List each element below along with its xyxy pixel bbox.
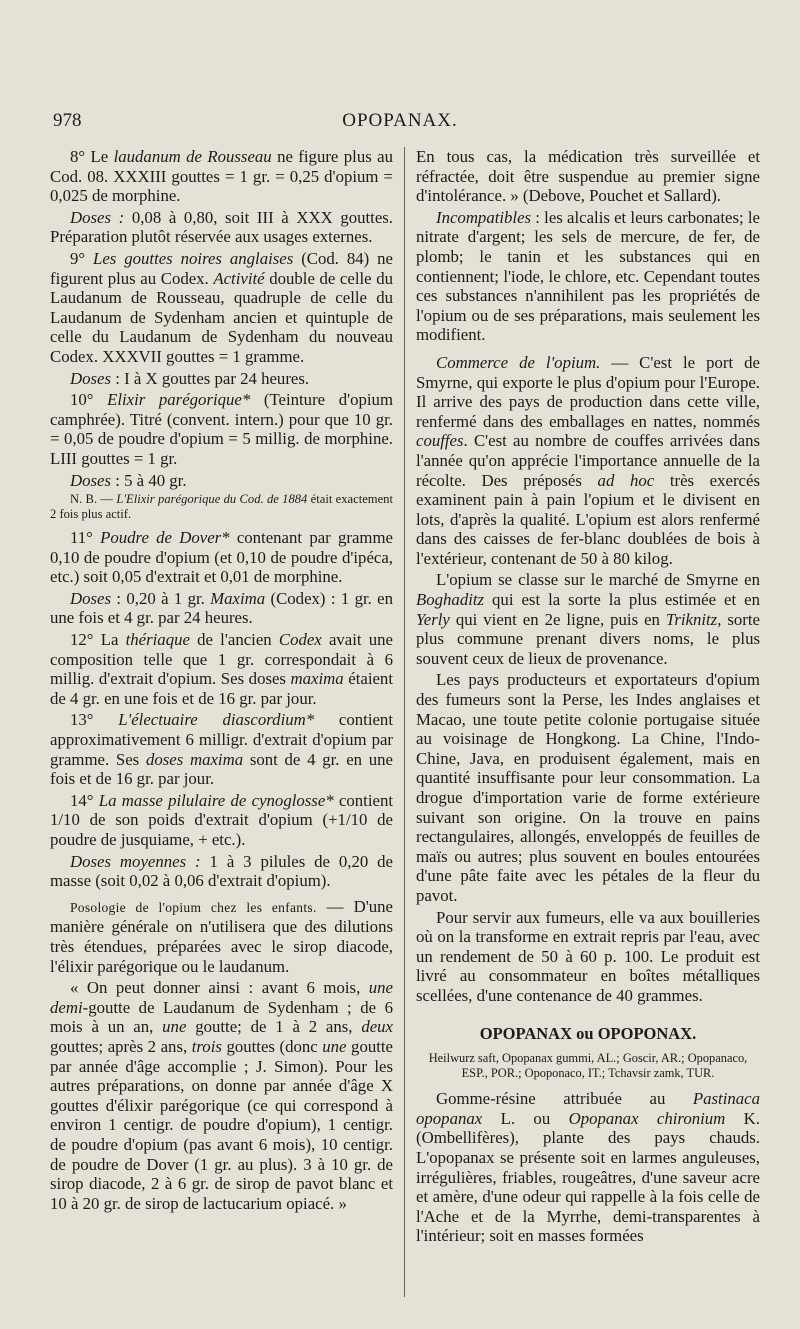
paragraph-classification: L'opium se classe sur le marché de Smyrne en Boghaditz qui est la sorte la plus estimée et en Yerly qui vient en 2e ligne, puis en Triknitz, sorte plus commune prenant divers noms, le plus souvent ceux de lieux de provenance. [416,570,760,668]
paragraph-gomme-resine: Gomme-résine attribuée au Pastinaca opopanax L. ou Opopanax chironium K. (Ombellifères), plante des pays chauds. L'opopanax se présente soit en larmes anguleuses, irrégulières, friables, rougeâtres, d'une saveur acre et amère, d'une odeur qui rappelle à la fois celle de l'Ache et de la Myrrhe, demi-transparentes à l'intérieur; soit en masses formées [416,1089,760,1246]
paragraph-laudanum-rousseau: 8° Le laudanum de Rousseau ne figure plus au Cod. 08. XXXIII gouttes = 1 gr. = 0,25 d'opium = 0,025 de morphine. [50,147,393,206]
paragraph-poudre-dover: 11° Poudre de Dover* contenant par gramme 0,10 de poudre d'opium (et 0,10 de poudre d'ipéca, etc.) soit 0,05 d'extrait et 0,01 de morphine. [50,528,393,587]
paragraph-doses-moyennes: Doses moyennes : 1 à 3 pilules de 0,20 de masse (soit 0,02 à 0,06 d'extrait d'opium). [50,851,394,891]
paragraph-commerce: Commerce de l'opium. — C'est le port de Smyrne, qui exporte le plus d'opium pour l'Europe. Il arrive des pays de production dans cette ville, renfermé dans des emballages en nattes, nommés couffes. C'est au nombre de couffes arrivées dans l'année qu'on apprécie l'importance annuelle de la récolte. Des préposés ad hoc très exercés examinent pain à pain l'opium et le divisent en lots, d'après la qualité. L'opium est alors renfermé dans des caisses de fer-blanc doublées de bois à l'extérieur, contenant de 50 à 80 kilog. [416,352,760,568]
running-head: OPOPANAX. [342,110,458,131]
paragraph-pays-producteurs: Les pays producteurs et exportateurs d'opium des fumeurs sont la Perse, les Indes anglaises et Macao, une toute petite colonie portugaise située au voisinage de Hongkong. La Chine, l'Indo-Chine, Java, en produisent également, mais en quantité insuffisante pour leur consommation. La drogue d'importation varie de forme extérieure suivant son origine. On la trouve en pains rectangulaires, allongés, enveloppés de feuilles de maïs ou autres; plus souvent en boules entourées d'une pâte faite avec les pétales de la fleur du pavot. [416,670,760,905]
paragraph-gouttes-noires: 9° Les gouttes noires anglaises (Cod. 84) ne figurent plus au Codex. Activité double de celle du Laudanum de Rousseau, quadruple de celle du Laudanum de Sydenham ancien et quintuple de celle du Laudanum de Sydenham du nouveau Codex. XXXVII gouttes = 1 gramme. [50,248,393,366]
paragraph-diascordium: 13° L'électuaire diascordium* contient approximativement 6 milligr. d'extrait d'opium par gramme. Ses doses maxima sont de 4 gr. en une fois et de 16 gr. par jour. [50,710,393,789]
section-title: OPOPANAX ou OPOPONAX. [479,1023,697,1043]
paragraph-theriaque: 12° La thériaque de l'ancien Codex avait une composition telle que 1 gr. correspondait à 6 millig. d'extrait d'opium. Ses doses maxima étaient de 4 gr. en une fois et de 16 gr. par jour. [50,630,394,708]
right-column [416,147,760,1248]
paragraph-doses: Doses : I à X gouttes par 24 heures. [70,368,310,388]
paragraph-incompatibles: Incompatibles : les alcalis et leurs carbonates; le nitrate d'argent; les sels de mercure, de fer, de plomb; le tanin et les substances qui en contiennent; l'iode, le chlore, etc. Cependant toutes ces substances n'annihilent pas les propriétés de l'opium ou de ses préparations, mais seulement les modifient. [416,207,760,345]
paragraph-fumeurs: Pour servir aux fumeurs, elle va aux bouilleries où on la transforme en extrait repris par l'eau, avec un rendement de 50 à 60 p. 100. Le produit est livré au consommateur en boîtes métalliques scellées, d'une contenance de 40 grammes. [416,907,760,1005]
left-column [50,147,393,1215]
paragraph-doses: Doses : 0,08 à 0,80, soit III à XXX gouttes. Préparation plutôt réservée aux usages externes. [50,207,393,247]
synonyms-list: Heilwurz saft, Opopanax gummi, AL.; Goscir, AR.; Opopanaco, ESP., POR.; Opoponaco, IT.; Tchavsir zamk, TUR. [428,1051,748,1081]
paragraph-posologie-enfants: Posologie de l'opium chez les enfants. — D'une manière générale on n'utilisera que des dilutions très étendues, préparées avec le sirop diacode, l'élixir parégorique ou le laudanum. [50,896,393,976]
paragraph-quotation-doses: « On peut donner ainsi : avant 6 mois, une demi-goutte de Laudanum de Sydenham ; de 6 mois à un an, une goutte; de 1 à 2 ans, deux gouttes; après 2 ans, trois gouttes (donc une goutte par année d'âge accomplie ; J. Simon). Pour les autres préparations, on donne par année d'âge X gouttes d'élixir parégorique (ce qui correspond à environ 1 centigr. de poudre d'opium), 1 centigr. de poudre d'opium (pas avant 6 mois), 10 centigr. de poudre de Dover (1 gr. au plus). 3 à 10 gr. de sirop diacode, 2 à 6 gr. de sirop de pavot blanc et 10 à 20 gr. de sirop de lactucarium opiacé. » [50,978,394,1213]
column-divider [404,147,405,1297]
paragraph-elixir: 10° Elixir parégorique* (Teinture d'opium camphrée). Titré (convent. intern.) pour que 10 gr. = 0,05 de poudre d'opium = 5 millig. de morphine. LIII gouttes = 1 gr. [50,390,394,468]
paragraph-cynoglosse: 14° La masse pilulaire de cynoglosse* contient 1/10 de son poids d'extrait d'opium (+1/10 de poudre de jusquiame, + etc.). [50,790,394,849]
paragraph-doses: Doses : 0,20 à 1 gr. Maxima (Codex) : 1 gr. en une fois et 4 gr. par 24 heures. [50,588,393,628]
paragraph-continuation: En tous cas, la médication très surveillée et réfractée, doit être suspendue au premier signe d'intolérance. » (Debove, Pouchet et Sallard). [416,147,760,206]
page-number: 978 [53,110,82,131]
paragraph-doses: Doses : 5 à 40 gr. [70,470,187,490]
footnote-nb: N. B. — L'Elixir parégorique du Cod. de 1884 était exactement 2 fois plus actif. [50,492,393,522]
